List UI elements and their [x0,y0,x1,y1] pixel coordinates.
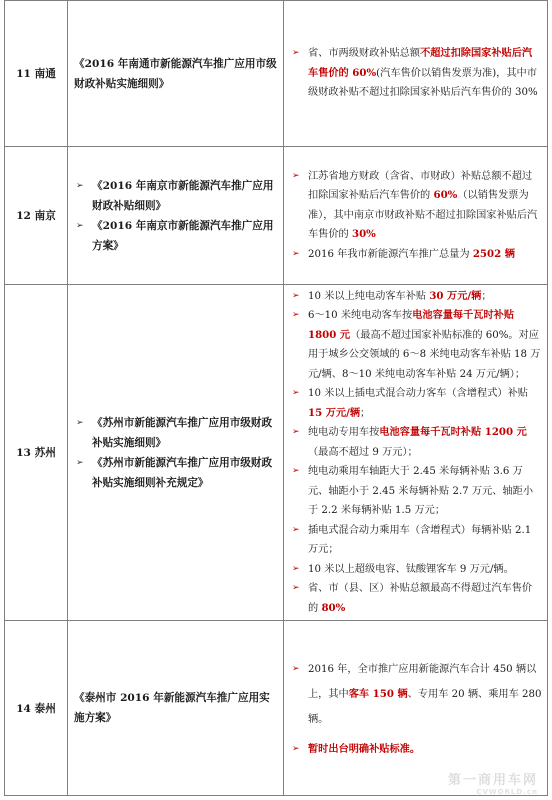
subsidy-text: 江苏省地方财政（含省、市财政）补贴总额不超过扣除国家补贴后汽车售价的 [308,170,533,202]
table-row [5,1,548,147]
bullet-icon: ➢ [292,583,300,594]
policy-doc-cell [68,285,284,621]
policy-doc-title: 《苏州市新能源汽车推广应用市级财政补贴实施细则》 [92,416,273,449]
subsidy-highlight: 60% [433,189,458,202]
bullet-icon: ➢ [292,743,300,754]
subsidy-item [290,579,542,618]
subsidy-item [290,384,542,423]
subsidy-text: 插电式混合动力乘用车（含增程式）每辆补贴 2.1 万元； [308,524,532,556]
bullet-icon: ➢ [292,663,300,674]
policy-doc-name [74,216,277,256]
subsidy-highlight: 30 万元/辆 [429,289,482,302]
subsidy-item [290,44,542,103]
subsidy-highlight: 电池容量每千瓦时补贴 1800 元 [308,309,515,341]
subsidy-text: 10 米以上插电式混合动力客车（含增程式）补贴 [308,388,528,400]
subsidy-highlight: 2502 辆 [472,247,515,260]
subsidy-item [290,167,542,245]
city-cell: 11 南通 [5,1,68,147]
subsidy-text: 省、市两级财政补贴总额 [308,48,421,60]
bullet-icon: ➢ [76,180,84,191]
policy-doc-cell [68,621,284,796]
policy-doc-name [74,176,277,216]
policy-doc-cell [68,147,284,285]
subsidy-text: 10 米以上纯电动客车补贴 [308,290,430,302]
subsidy-text: 2016 年我市新能源汽车推广总量为 [308,248,473,260]
subsidy-text: （最高不超过 9 万元）； [308,446,418,458]
subsidy-text: 、专用车 20 辆、乘用车 280 辆。 [308,688,542,725]
table-row [5,147,548,285]
subsidy-text: (汽车售价以销售发票为准)，其中市级财政补贴不超过扣除国家补贴后汽车售价的 30% [308,67,538,99]
subsidy-item [290,462,542,521]
subsidy-text: 6～10 米纯电动客车按 [308,310,413,322]
subsidy-text: ； [360,407,371,419]
subsidy-cell [284,147,548,285]
bullet-icon: ➢ [292,170,300,181]
subsidy-text: 纯电动乘用车轴距大于 2.45 米每辆补贴 3.6 万元、轴距小于 2.45 米每辆补贴 2.7 万元、轴距小于 2.2 米每辆补贴 1.5 万元； [308,466,534,517]
subsidy-highlight: 暂时出台明确补贴标准。 [308,742,421,755]
subsidy-item [290,245,542,265]
bullet-icon: ➢ [292,466,300,477]
policy-doc-name: 《泰州市 2016 年新能源汽车推广应用实施方案》 [74,692,270,724]
bullet-icon: ➢ [76,417,84,428]
subsidy-item [290,521,542,560]
policy-doc-name: 《2016 年南通市新能源汽车推广应用市级财政补贴实施细则》 [74,57,277,90]
bullet-icon: ➢ [292,48,300,59]
subsidy-item [290,423,542,462]
bullet-icon: ➢ [292,388,300,399]
bullet-icon: ➢ [292,524,300,535]
policy-doc-name [74,413,277,453]
policy-doc-title: 《苏州市新能源汽车推广应用市级财政补贴实施细则补充规定》 [92,456,273,489]
subsidy-text: （最高不超过国家补贴标准的 60%。对应用于城乡公交领域的 6～8 米纯电动客车补贴 18 万元/辆、8～10 米纯电动客车补贴 24 万元/辆）； [308,329,541,380]
watermark-subtext: CVWORLD.cn [476,788,538,796]
policy-doc-title: 《2016 年南京市新能源汽车推广应用财政补贴细则》 [92,179,274,212]
city-cell: 13 苏州 [5,285,68,621]
subsidy-item [290,287,542,307]
subsidy-cell [284,1,548,147]
city-cell: 14 泰州 [5,621,68,796]
subsidy-item [290,657,542,732]
bullet-icon: ➢ [76,457,84,468]
bullet-icon: ➢ [292,310,300,321]
subsidy-highlight: 80% [321,601,346,614]
subsidy-highlight: 不超过扣除国家补贴后汽车售价的 60% [308,47,533,79]
subsidy-text: ； [481,290,492,302]
subsidy-text: （以销售发票为准），其中南京市财政补贴不超过扣除国家补贴后汽车售价的 [308,190,538,241]
bullet-icon: ➢ [292,248,300,259]
subsidy-item [290,740,542,760]
watermark-text: 第一商用车网 [447,773,538,788]
bullet-icon: ➢ [292,427,300,438]
subsidy-item [290,560,542,580]
bullet-icon: ➢ [76,220,84,231]
subsidy-highlight: 电池容量每千瓦时补贴 1200 元 [379,426,527,439]
subsidy-text: 省、市（县、区）补贴总额最高不得超过汽车售价的 [308,583,533,614]
policy-doc-cell [68,1,284,147]
policy-doc-title: 《2016 年南京市新能源汽车推广应用方案》 [92,219,274,252]
subsidy-text: 2016 年，全市推广应用新能源汽车合计 450 辆以上，其中 [308,663,537,700]
bullet-icon: ➢ [292,563,300,574]
subsidy-highlight: 15 万元/辆 [308,406,361,419]
bullet-icon: ➢ [292,290,300,301]
subsidy-text: 10 米以上超级电容、钛酸锂客车 9 万元/辆。 [308,563,514,575]
watermark-logo [448,769,538,796]
subsidy-table [4,0,548,796]
policy-doc-name [74,453,277,493]
subsidy-highlight: 客车 150 辆 [348,687,408,700]
subsidy-text: 纯电动专用车按 [308,427,380,439]
table-row [5,285,548,621]
subsidy-cell [284,285,548,621]
subsidy-item [290,306,542,384]
subsidy-highlight: 30% [352,228,376,241]
city-cell: 12 南京 [5,147,68,285]
